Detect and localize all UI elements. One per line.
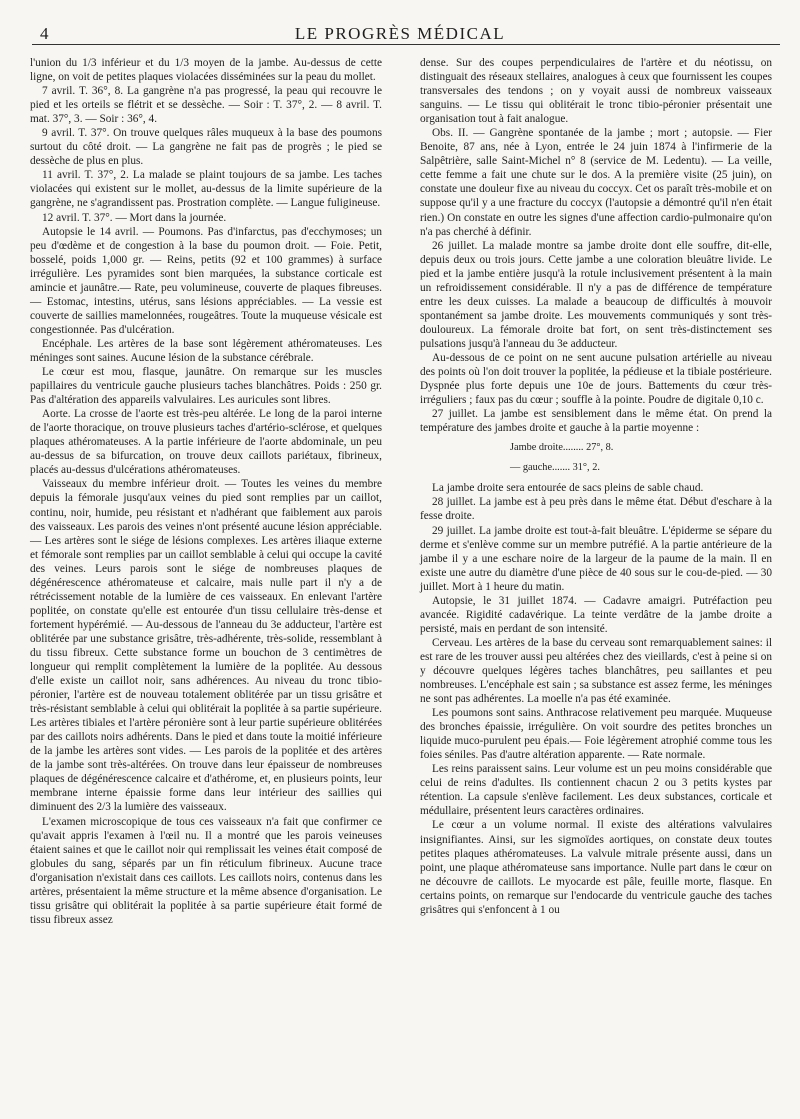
paragraph: 11 avril. T. 37°, 2. La malade se plaint toujours de sa jambe. Les taches violacées qui existent sur le mollet, au-dessus de la limite supérieure de la gangrène, ne s'agrandissent pas. Prostration complète. — Langue fuligineuse.	[30, 169, 382, 210]
temperature-value: 31°, 2.	[572, 462, 600, 474]
paragraph: Vaisseaux du membre inférieur droit. — Toutes les veines du membre depuis la fémorale jusqu'aux veines du pied sont remplies par un caillot, continu, noir, humide, peu résistant et n'adhérant que faiblement aux parois des vaisseaux. Les parois des veines n'ont présenté aucune lésion appréciable. — Les artères sont le siége de lésions complexes. Les artères iliaque externe et fémorale sont remplies par un caillot semblable à celui qui occupe la cavité des veines. Leurs parois sont le siége de nombreuses plaques de dégénérescence athéromateuse et calcaire, mais nulle part il n'y a de rétrécissement notable de la lumière de ces vaisseaux. En enlevant l'artère poplitée, on constate qu'elle est entourée d'un tissu cellulaire très-dense et fortement hypérémié. — Au-dessous de l'anneau du 3e adducteur, l'artère est oblitérée par une substance grisâtre, très-adhérente, très-solide, ressemblant à du tissu fibreux. Cette substance forme un bouchon de 3 centimètres de longueur qui remplit complètement la lumière de la poplitée. Au dessous d'elle existe un caillot noir, sans adhérences. Au niveau du tronc tibio-péronier, l'artère est de nouveau totalement oblitérée par un tissu grisâtre et très-résistant semblable à celui qui oblitérait la poplitée à sa partie supérieure. Les artères tibiales et l'artère péronière sont à leur partie supérieure oblitérées par des caillots noirs adhérents. Dans le pied et dans toute la moitié inférieure de la jambe les artères sont vides. — Les parois de la poplitée et des artères de la jambe sont très-altérées. On trouve dans leur épaisseur de nombreuses plaques de dégénérescence calcaire et d'athérome, et, en plusieurs points, leur membrane interne épaissie forme dans leur intérieur des saillies qui diminuent des 2/3 la lumière des vaisseaux.	[30, 478, 382, 814]
right-column	[420, 56, 772, 917]
journal-title: LE PROGRÈS MÉDICAL	[294, 24, 506, 43]
paragraph: Aorte. La crosse de l'aorte est très-peu altérée. Le long de la paroi interne de l'aorte thoracique, on trouve plusieurs taches d'artério-sclérose, et quelques plaques athéromateuses. A la partie inférieure de l'aorte abdominale, un peu au-dessus de sa bifurcation, on trouve deux caillots pariétaux, fibrineux, placés au-dessus d'ulcérations athéromateuses.	[30, 408, 382, 477]
paragraph: Obs. II. — Gangrène spontanée de la jambe ; mort ; autopsie. — Fier Benoite, 87 ans, née à Lyon, entrée le 24 juin 1874 à l'infirmerie de la Salpêtrière, salle Saint-Michel n° 8 (service de M. Ledentu). — La veille, cette femme a fait une chute sur le dos. A la première visite (25 juin), on constate une douleur fixe au niveau du coccyx. Cet os paraît très-mobile et on suppose qu'il y a une fracture du coccyx (l'autopsie a démontré qu'il n'en était rien.) On constate en outre les signes d'une affection cardio-pulmonaire qu'on n'a pas cherché à définir.	[420, 127, 772, 238]
page-number: 4	[40, 24, 49, 43]
paragraph: 7 avril. T. 36°, 8. La gangrène n'a pas progressé, la peau qui recouvre le pied et les orteils se flétrit et se dessèche. — Soir : T. 37°, 2. — 8 avril. T. mat. 37°, 3. — Soir : 36°, 4.	[30, 85, 382, 126]
temperature-row	[510, 461, 772, 475]
temperature-value: 27°, 8.	[586, 442, 614, 454]
paragraph: L'examen microscopique de tous ces vaisseaux n'a fait que confirmer ce qu'avait appris l'examen à l'œil nu. Il a montré que les parois veineuses étaient saines et que le caillot noir qui remplissait les veines était composé de globules du sang, séparés par un fin réticulum fibrineux. Aucune trace d'organisation n'existait dans ces caillots. Les caillots noirs, contenus dans les artères, présentaient la même structure et la même absence d'organisation. Le tissu grisâtre qui oblitérait la poplitée à sa partie supérieure était formé de tissu fibreux assez	[30, 815, 382, 926]
header-rule	[32, 44, 780, 45]
paragraph: dense. Sur des coupes perpendiculaires de l'artère et du néotissu, on distinguait des réseaux stellaires, analogues à ceux que fournissent les coupes transversales des tendons ; on y voyait aussi de nombreux vaisseaux sanguins. — Le tissu qui oblitérait le tronc tibio-péronier présentait une organisation tout à fait analogue.	[420, 57, 772, 126]
temperature-label: Jambe droite........	[510, 442, 584, 454]
paragraph: Autopsie le 14 avril. — Poumons. Pas d'infarctus, pas d'ecchymoses; un peu d'œdème et de congestion à la base du poumon droit. — Foie. Petit, bosselé, poids 1,000 gr. — Reins, petits (92 et 100 grammes) à surface irrégulière. Les pyramides sont bien marquées, la substance corticale est amincie et jaunâtre.— Rate, peu volumineuse, couverte de plaques fibreuses. — Estomac, intestins, utérus, sans lésions appréciables. — La vessie est couverte de saillies mamelonnées, rougeâtres. Toute la muqueuse vésicale est congestionnée. Pas d'ulcération.	[30, 225, 382, 336]
paragraph: 27 juillet. La jambe est sensiblement dans le même état. On prend la température des jambes droite et gauche à la partie moyenne :	[420, 408, 772, 435]
paragraph: 29 juillet. La jambe droite est tout-à-fait bleuâtre. L'épiderme se sépare du derme et s'enlève comme sur un membre putréfié. A la partie antérieure de la jambe il y a une eschare noire de la largeur de la paume de la main. Il en existe une autre du diamètre d'une pièce de 40 sous sur le cou-de-pied. — 30 juillet. Mort à 1 heure du matin.	[420, 524, 772, 593]
temperature-label: — gauche.......	[510, 462, 571, 474]
paragraph: Au-dessous de ce point on ne sent aucune pulsation artérielle au niveau des points où l'on doit trouver la poplitée, la pédieuse et la tibiale postérieure. Dyspnée plus forte depuis une 10e de jours. Battements du cœur très-irréguliers ; faux pas du cœur ; souffle à la pointe. Poudre de digitale 0,10 c.	[420, 351, 772, 407]
paragraph: Les reins paraissent sains. Leur volume est un peu moins considérable que celui de reins d'adultes. Ils contiennent chacun 2 ou 3 petits kystes par rétention. La capsule s'enlève facilement. Les deux substances, corticale et médullaire, présentent leurs caractères ordinaires.	[420, 763, 772, 818]
paragraph: Autopsie, le 31 juillet 1874. — Cadavre amaigri. Putréfaction peu avancée. Rigidité cadavérique. La teinte verdâtre de la jambe droite a persisté, mais en perdant de son intensité.	[420, 594, 772, 635]
paragraph: 12 avril. T. 37°. — Mort dans la journée.	[42, 211, 227, 224]
paragraph: 9 avril. T. 37°. On trouve quelques râles muqueux à la base des poumons surtout du côté droit. — La gangrène ne fait pas de progrès ; le pied se dessèche de plus en plus.	[30, 127, 382, 168]
page-header	[32, 22, 768, 46]
paragraph: Cerveau. Les artères de la base du cerveau sont remarquablement saines: il est rare de les trouver aussi peu altérées chez des vieillards, c'est à peine si on y découvre quelques légères taches blanchâtres, peu saillantes et peu nombreuses. L'encéphale est sain ; sa substance est assez ferme, les méninges ne sont pas adhérentes. La moelle n'a pas été examinée.	[420, 636, 772, 706]
paragraph: Le cœur a un volume normal. Il existe des altérations valvulaires insignifiantes. Ainsi, sur les sigmoïdes aortiques, on constate deux toutes petites plaques athéromateuses. La valvule mitrale présente aussi, dans un point, une plaque athéromateuse sans importance. Nulle part dans le cœur on ne découvre de caillots. Le myocarde est pâle, feuille morte, flasque. En certains points, on remarque sur l'endocarde du ventricule gauche des taches grisâtres qui s'enfoncent à 1 ou	[420, 819, 772, 916]
paragraph: l'union du 1/3 inférieur et du 1/3 moyen de la jambe. Au-dessus de cette ligne, on voit de petites plaques violacées disséminées sur la peau du mollet.	[30, 57, 382, 84]
paragraph: Encéphale. Les artères de la base sont légèrement athéromateuses. Les méninges sont saines. Aucune lésion de la substance cérébrale.	[30, 337, 382, 364]
paragraph: La jambe droite sera entourée de sacs pleins de sable chaud.	[432, 482, 704, 495]
left-column	[30, 56, 382, 927]
paragraph: 28 juillet. La jambe est à peu près dans le même état. Début d'eschare à la fesse droite.	[420, 496, 772, 523]
temperature-row	[510, 441, 772, 455]
paragraph: Les poumons sont sains. Anthracose relativement peu marquée. Muqueuse des bronches épaissie, irrégulière. On voit sourdre des petites bronches un liquide muco-purulent peu épais.— Foie légèrement atrophié comme tous les foies séniles. Pas d'autre altération apparente. — Rate normale.	[420, 707, 772, 762]
paragraph: 26 juillet. La malade montre sa jambe droite dont elle souffre, dit-elle, depuis deux ou trois jours. Cette jambe a une coloration bleuâtre livide. Le pied et la jambe entière jusqu'à la rotule inclusivement présentent à la main un refroidissement considérable. Il n'y a pas de différence de température entre les deux cuisses. La malade a beaucoup de difficultés à mouvoir spontanément sa jambe droite. Les mouvements communiqués y sont très-douloureux. La fémorale droite bat fort, on sent très-distinctement ses pulsations jusqu'à l'anneau du 3e adducteur.	[420, 239, 772, 350]
paragraph: Le cœur est mou, flasque, jaunâtre. On remarque sur les muscles papillaires du ventricule gauche plusieurs taches blanchâtres. Poids : 250 gr. Pas d'altération des appareils valvulaires. Les auricules sont libres.	[30, 366, 382, 407]
